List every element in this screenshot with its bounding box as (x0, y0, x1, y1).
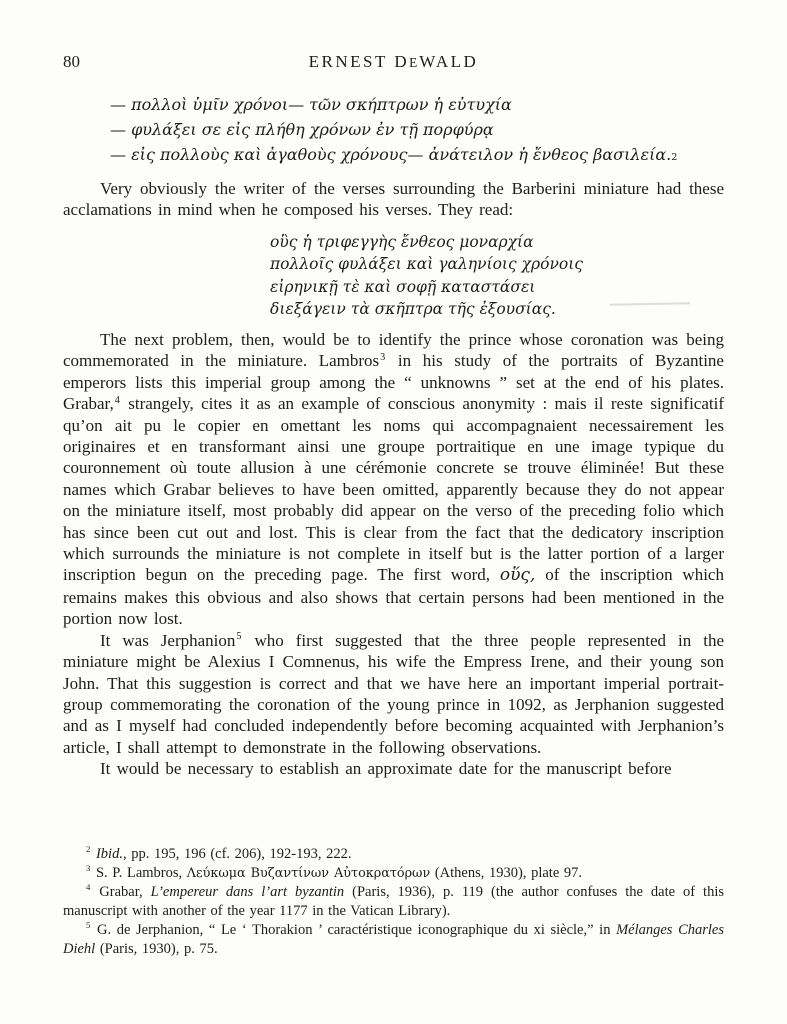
acclamation-text: — εἰς πολλοὺς καὶ ἀγαθοὺς χρόνους (110, 145, 408, 164)
footnote: $^2$ Ibid., pp. 195, 196 (cf. 206), 192-193, 222. (86, 844, 352, 862)
scan-smudge-artifact (610, 302, 690, 305)
acclamations-block (110, 92, 677, 167)
paragraph: The next problem, then, would be to identify the prince whose coronation was being commemorated in the miniature. Lambros$^3$ in his study of the portraits of Byzantine emperors lists this imperial group among the “ unknowns ” set at the end of his plates. Grabar,$^4$ strangely, cites it as an example of conscious anonymity : mais il reste significatif qu’on ait pu le copier en omettant les noms qui accompagnaient necessairement les originaires et en transformant ainsi une groupe portraitique en une image typique du couronnement où toute allusion à une cérémonie concrete se trouve éliminée! But these names which Grabar believes to have been omitted, apparently because they do not appear on the miniature itself, most probably did appear on the verso of the preceding folio which has since been cut out and lost. This is clear from the fact that the dedicatory inscription which surrounds the miniature is not complete in itself but is the latter portion of a larger inscription begun on the preceding page. The first word, οὕς, of the inscription which remains makes this obvious and also shows that certain persons had been mentioned in the portion now lost. (63, 330, 724, 629)
footnote: $^5$ G. de Jerphanion, “ Le ‘ Thorakion ’ caractéristique iconographique du xi siècle,” in Mélanges Charles Diehl (Paris, 1930), p. 75. (63, 920, 724, 957)
paragraph: It was Jerphanion$^5$ who first suggested that the three people represented in the miniature might be Alexius I Comnenus, his wife the Empress Irene, and their young son John. That this suggestion is correct and that we have here an important imperial portrait-group commemorating the coronation of the young prince in 1092, as Jerphanion suggested and as I myself had concluded independently before becoming acquainted with Jerphanion’s article, I shall attempt to demonstrate in the following observations. (63, 630, 724, 757)
paragraph: Very obviously the writer of the verses surrounding the Barberini miniature had these acclamations in mind when he composed his verses. They read: (63, 179, 724, 220)
verse-line: πολλοῖς φυλάξει καὶ γαληνίοις χρόνοις (270, 255, 583, 274)
verse-line: οὓς ἡ τριφεγγὴς ἔνθεος μοναρχία (270, 233, 534, 251)
footnotes-block (63, 845, 724, 959)
footnote: $^3$ S. P. Lambros, Λεύκωμα Βυζαντίνων Αὐτοκρατόρων (Athens, 1930), plate 97. (86, 863, 583, 881)
greek-verse-block (270, 231, 583, 321)
verse-line: διεξάγειν τὰ σκῆπτρα τῆς ἐξουσίας. (270, 300, 556, 319)
page-number: 80 (63, 52, 80, 71)
running-head: ERNEST DEWALD (308, 52, 479, 71)
footnote: $^4$ Grabar, L’empereur dans l’art byzantin (Paris, 1936), p. 119 (the author confuses the date of this manuscript with another of the year 1177 in the Vatican Library). (63, 882, 724, 919)
acclamation-line: — εἰς πολλοὺς καὶ ἀγαθοὺς χρόνους — ἀνάτειλον ἡ ἔνθεος βασιλεία. 2 (110, 142, 677, 167)
acclamation-text: — τῶν σκήπτρων ἡ εὐτυχία (288, 95, 512, 114)
body-text (63, 329, 724, 780)
acclamation-line (110, 117, 677, 142)
paragraph: It would be necessary to establish an approximate date for the manuscript before (100, 759, 672, 779)
acclamation-text: — ἀνάτειλον ἡ ἔνθεος βασιλεία. (407, 145, 672, 164)
acclamation-line (110, 92, 677, 117)
acclamation-text: — πολλοὶ ὑμῖν χρόνοι (110, 95, 289, 114)
acclamation-text: — φυλάξει σε εἰς πλήθη χρόνων ἐν τῇ πορφύρᾳ (110, 120, 494, 139)
verse-line: εἰρηνικῇ τὲ καὶ σοφῇ καταστάσει (270, 277, 536, 296)
